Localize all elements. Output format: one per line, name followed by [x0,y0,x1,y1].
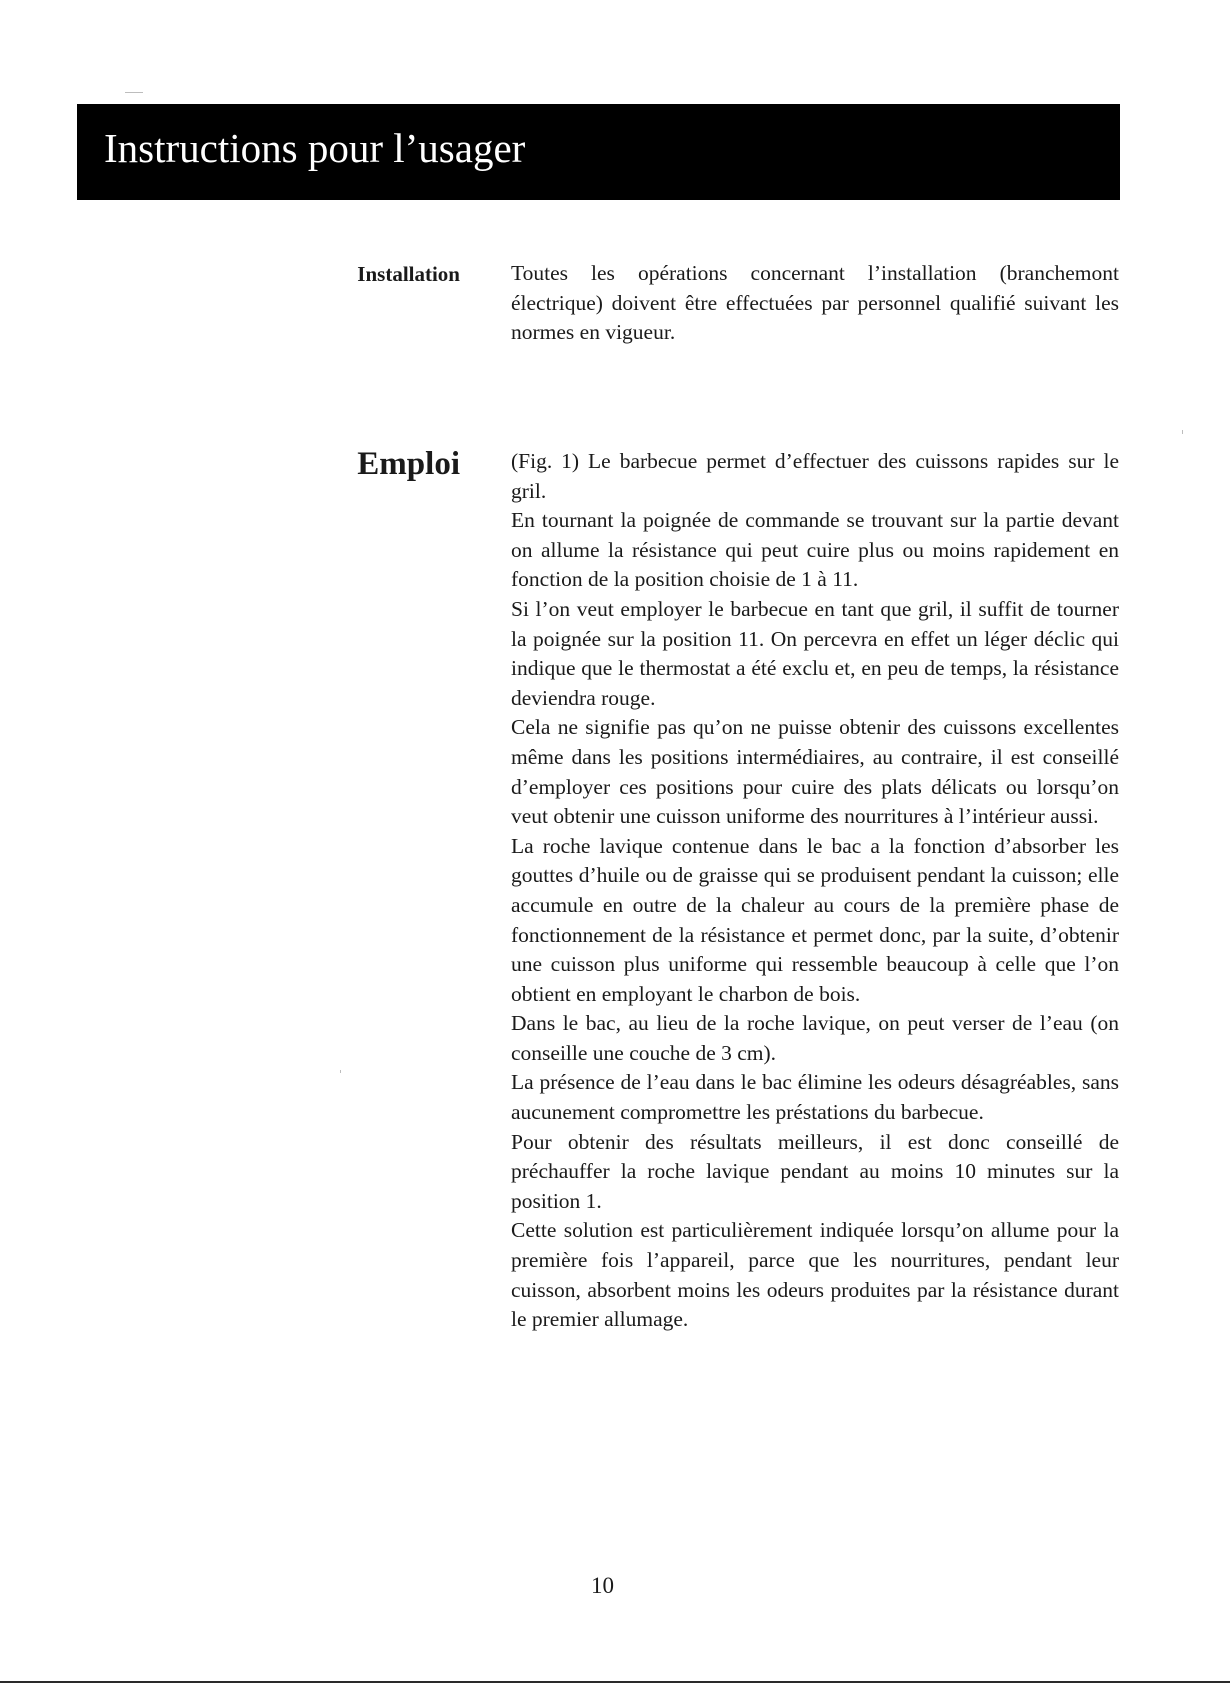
paragraph: (Fig. 1) Le barbecue permet d’effectuer des cuissons rapides sur le gril. [511,449,1119,503]
section-label-emploi: Emploi [357,446,460,482]
paragraph: Cela ne signifie pas qu’on ne puisse obtenir des cuissons excellentes même dans les positions intermédiaires, au contraire, il est conseillé d’employer ces positions pour cuire des plats délicats ou lorsqu’on veut obtenir une cuisson uniforme des nourritures à l’intérieur aussi. [511,715,1119,829]
scan-artifact [340,1070,341,1073]
page-title: Instructions pour l’usager [104,125,526,171]
section-body-installation [511,259,1119,348]
paragraph: En tournant la poignée de commande se trouvant sur la partie devant on allume la résistance qui peut cuire plus ou moins rapidement en fonction de la position choisie de 1 à 11. [511,508,1119,592]
page-number: 10 [591,1573,614,1598]
paragraph: Dans le bac, au lieu de la roche lavique, on peut verser de l’eau (on conseille une couche de 3 cm). [511,1011,1119,1065]
scan-artifact [1182,430,1183,434]
section-label-installation: Installation [357,262,460,286]
paragraph: La présence de l’eau dans le bac élimine les odeurs désagréables, sans aucunement compromettre les préstations du barbecue. [511,1070,1119,1125]
paragraph: Toutes les opérations concernant l’installation (branchemont électrique) doivent être effectuées par personnel qualifié suivant les normes en vigueur. [511,261,1119,345]
section-body-emploi [511,447,1119,1335]
paragraph: Si l’on veut employer le barbecue en tant que gril, il suffit de tourner la poignée sur la position 11. On percevra en effet un léger déclic qui indique que le thermostat a été exclu et, en peu de temps, la résistance deviendra rouge. [511,596,1119,710]
paragraph: La roche lavique contenue dans le bac a la fonction d’absorber les gouttes d’huile ou de graisse qui se produisent pendant la cuisson; elle accumule en outre de la chaleur au cours de la première phase de fonctionnement de la résistance et permet donc, par la suite, d’obtenir une cuisson plus uniforme qui ressemble beaucoup à celle que l’on obtient en employant le charbon de bois. [511,833,1119,1006]
scan-artifact [125,92,143,93]
page-header-bar [77,104,1120,200]
paragraph: Pour obtenir des résultats meilleurs, il est donc conseillé de préchauffer la roche lavique pendant au moins 10 minutes sur la position 1. [511,1129,1119,1213]
paragraph: Cette solution est particulièrement indiquée lorsqu’on allume pour la première fois l’appareil, parce que les nourritures, pendant leur cuisson, absorbent moins les odeurs produites par la résistance durant le premier allumage. [511,1218,1119,1332]
scan-bottom-edge [0,1681,1230,1683]
